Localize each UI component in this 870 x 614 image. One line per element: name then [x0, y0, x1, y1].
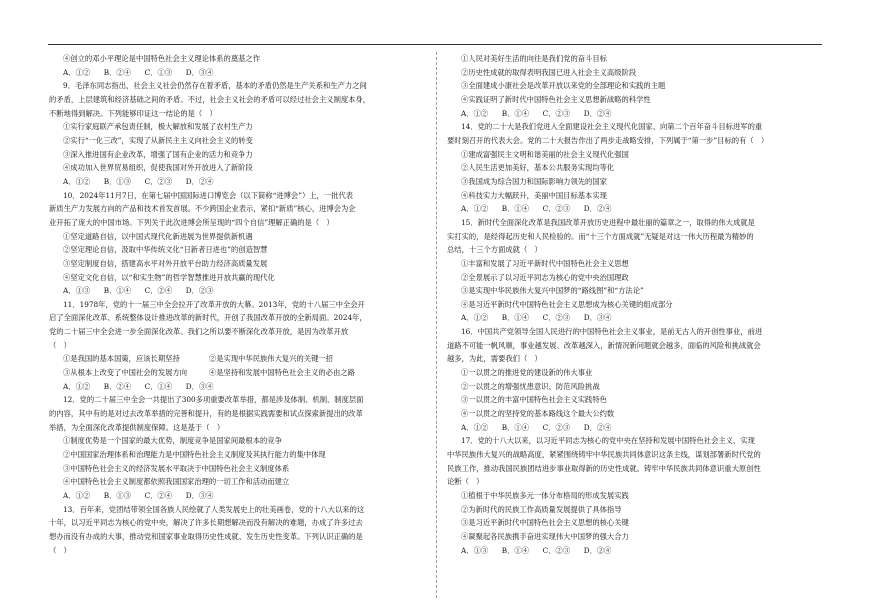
text-line: 十年，以习近平同志为核心的党中央，解决了许多长期想解决而没有解决的难题，办成了许多过去: [49, 518, 363, 528]
text-line: ④一以贯之的坚持党的基本路线这个最大公约数: [461, 409, 615, 419]
text-line: ④创立的邓小平理论是中国特色社会主义理论体系的奠基之作: [63, 54, 261, 63]
text-line: 道路不可能一帆风顺，事业越发展、改革越深入，新情况新问题就会越多，面临的风险和挑战就会: [447, 340, 761, 350]
text-line: ③全面建成小康社会是改革开放以来党的全部理论和实践的主题: [461, 81, 666, 91]
text-line: 举措，为全面深化改革提供制度保障。这是基于（ ）: [49, 422, 225, 432]
text-line: ②历史性成就的取得表明我国已进入社会主义高级阶段: [461, 67, 637, 77]
text-line: ②实行“一化三改”，实现了从新民主主义向社会主义的转变: [63, 135, 253, 145]
text-line: 论断（ ）: [447, 477, 484, 487]
text-line: ②坚定理论自信，汲取中华传统文化“日新者日进也”的创造智慧: [63, 245, 268, 255]
left-column: [49, 52, 429, 557]
text-line: 10．2024年11月7日，在第七届中国国际进口博览会（以下简称“进博会”）上，一批代表: [63, 190, 354, 200]
text-line: ③是实现中华民族伟大复兴中国梦的“路线图”和“方法论”: [461, 286, 644, 296]
text-line: 13．百年来，党团结带领全国各族人民绘就了人类发展史上的壮美画卷，党的十八大以来的这: [63, 504, 365, 514]
text-line: 16．中国共产党领导全国人民进行的中国特色社会主义事业，是前无古人的开创性事业，前进: [461, 327, 763, 337]
text-line: 17．党的十八大以来，以习近平同志为核心的党中央在坚持和发展中国特色社会主义、实现: [461, 436, 755, 446]
header-rule: [48, 44, 822, 45]
text-line: ④中国特色社会主义制度都依照我国国家治理的一切工作和活动而建立: [63, 477, 290, 487]
text-line: 15．新时代全面深化改革是我国改革开放历史进程中最壮丽的篇章之一，取得的伟大成就是: [461, 217, 755, 227]
text-line: ②人民生活更加美好，基本公共服务实现均等化: [461, 163, 615, 173]
text-line: A．①③ B．①④ C．②④ D．②③: [63, 286, 214, 296]
text-line: ①植根于中华民族多元一体分布格局的形成发展实践: [461, 491, 629, 500]
text-line: ③深入推进国有企业改革，增强了国有企业的活力和竞争力: [63, 149, 253, 159]
text-line: 的内容，其中有的是对过去改革举措的完善和提升，有的是根据实践需要和试点探索新提出的改革: [49, 409, 363, 419]
text-line: ①是我国的基本国策，应该长期坚持 ②是实现中华民族伟大复兴的关键一招: [63, 354, 333, 364]
text-line: （ ）: [49, 545, 71, 555]
text-line: （ ）: [49, 340, 71, 350]
text-line: ③我国成为综合国力和国际影响力领先的国家: [461, 176, 607, 186]
text-line: ①实行家庭联产承包责任制，极大解放和发展了农村生产力: [63, 122, 253, 132]
text-line: 12．党的二十届三中全会一共提出了300多项重要改革举措，都是涉及体制、机制、制度层面: [63, 395, 364, 405]
text-line: 党的二十届三中全会进一步全面深化改革。我们之所以要不断深化改革开放，是因为改革开放: [49, 327, 349, 337]
text-line: 的矛盾，上层建筑和经济基础之间的矛盾。不过，社会主义社会的矛盾可以经过社会主义制度本身，: [49, 94, 371, 104]
text-line: ②中国国家治理体系和治理能力是中国特色社会主义制度及其执行能力的集中体现: [63, 450, 326, 460]
text-line: ④凝聚起各民族携手奋进实现伟大中国梦的强大合力: [461, 531, 629, 541]
text-line: 9．毛泽东同志指出，社会主义社会仍然存在着矛盾，基本的矛盾仍然是生产关系和生产力之间: [63, 81, 367, 91]
text-line: ④实践证明了新时代中国特色社会主义思想新战略的科学性: [461, 94, 651, 104]
text-line: ③从根本上改变了中国社会的发展方向 ④是坚持和发展中国特色社会主义的必由之路: [63, 368, 355, 378]
text-line: 越多，为此，需要我们（ ）: [447, 354, 542, 364]
column-divider: [436, 52, 437, 598]
text-line: 启了全面深化改革、系统整体设计推进改革的新时代，开创了我国改革开放的全新局面。2024年，: [49, 313, 367, 323]
text-line: 新质生产力发展方向的产品和技术首发首展。不少跨国企业表示，紧扣“新质”核心，进博会为企: [49, 204, 356, 214]
text-line: A．①② B．①③ C．②③ D．②④: [63, 176, 214, 186]
text-line: A．①② B．①④ C．②③ D．②④: [461, 108, 612, 118]
text-line: ④坚定文化自信，以“和实生物”的哲学智慧推进开放共赢的现代化: [63, 272, 275, 282]
text-line: A．①② B．①④ C．②③ D．③④: [461, 313, 612, 323]
text-line: ②为新时代的民族工作高质量发展提供了具体指导: [461, 504, 622, 514]
text-line: ④是习近平新时代中国特色社会主义思想成为核心关键的组成部分: [461, 299, 673, 309]
text-line: A．①③ B．①④ C．②③ D．②④: [461, 545, 612, 555]
text-line: A．①② B．①③ C．②④ D．③④: [63, 491, 214, 500]
text-line: ②一以贯之的增强忧患意识、防范风险挑战: [461, 381, 600, 391]
right-column: [447, 52, 827, 557]
text-line: ③中国特色社会主义的经济发展水平取决于中国特色社会主义制度体系: [63, 463, 290, 473]
text-line: ③坚定制度自信，搭建高水平对外开放平台助力经济高质量发展: [63, 258, 268, 268]
text-line: ③一以贯之的丰富中国特色社会主义实践特色: [461, 395, 607, 405]
text-line: 14．党的二十大是我们党进入全面建设社会主义现代化国家、向第二个百年奋斗目标进军的重: [461, 122, 763, 132]
text-line: ④成功加入世界贸易组织，促使我国对外开放进入了新阶段: [63, 163, 253, 173]
text-line: A．①② B．①④ C．②③ D．②④: [461, 422, 612, 432]
text-line: ①制度优势是一个国家的最大优势，制度竞争是国家间最根本的竞争: [63, 436, 282, 446]
text-line: A．①② B．②④ C．①③ D．③④: [63, 67, 214, 77]
text-line: 实打实的，是经得起历史和人民检验的。而“十三个方面成就”无疑是对这一伟大历程最为精妙的: [447, 231, 754, 241]
text-line: A．①② B．①④ C．②③ D．②④: [461, 204, 612, 214]
text-line: 要时刻召开的代表大会。党的二十大报告作出了两步走战略安排，下列属于“第一步”目标的有（ ）: [447, 135, 769, 145]
text-line: ②全景展示了以习近平同志为核心的党中央治国理政: [461, 272, 629, 282]
text-line: 中华民族伟大复兴的战略高度，紧紧围绕铸牢中华民族共同体意识这条主线，谋划部署新时代党的: [447, 450, 761, 460]
text-line: ④科技实力大幅跃升，美丽中国目标基本实现: [461, 190, 607, 200]
text-line: 不断地得到解决。下列能够印证这一结论的是（ ）: [49, 108, 217, 118]
text-line: ①人民对美好生活的向往是我们党的奋斗目标: [461, 54, 607, 63]
text-line: 11．1978年，党的十一届三中全会拉开了改革开放的大幕。2013年，党的十八届三中全会开: [63, 299, 365, 309]
text-line: ①建成富强民主文明和谐美丽的社会主义现代化强国: [461, 149, 629, 159]
text-line: 业开拓了庞大的中国市场。下列关于此次进博会所呈现的“四个自信”理解正确的是（ ）: [49, 217, 334, 227]
text-line: 总结，十三个方面成就（ ）: [447, 245, 542, 255]
text-line: 民族工作，推动我国民族团结进步事业取得新的历史性成就。铸牢中华民族共同体意识重大原创性: [447, 463, 761, 473]
text-line: 想办而没有办成的大事，推动党和国家事业取得历史性成就、发生历史性变革。下列认识正确的是: [49, 531, 363, 541]
text-line: ①坚定道路自信，以中国式现代化新进展为世界提供新机遇: [63, 231, 253, 241]
text-line: ①一以贯之的推进党的建设新的伟大事业: [461, 368, 593, 378]
text-line: ①丰富和发展了习近平新时代中国特色社会主义思想: [461, 258, 629, 268]
text-line: ③是习近平新时代中国特色社会主义思想的核心关键: [461, 518, 629, 528]
text-line: A．①② B．②④ C．①④ D．③④: [63, 381, 214, 391]
